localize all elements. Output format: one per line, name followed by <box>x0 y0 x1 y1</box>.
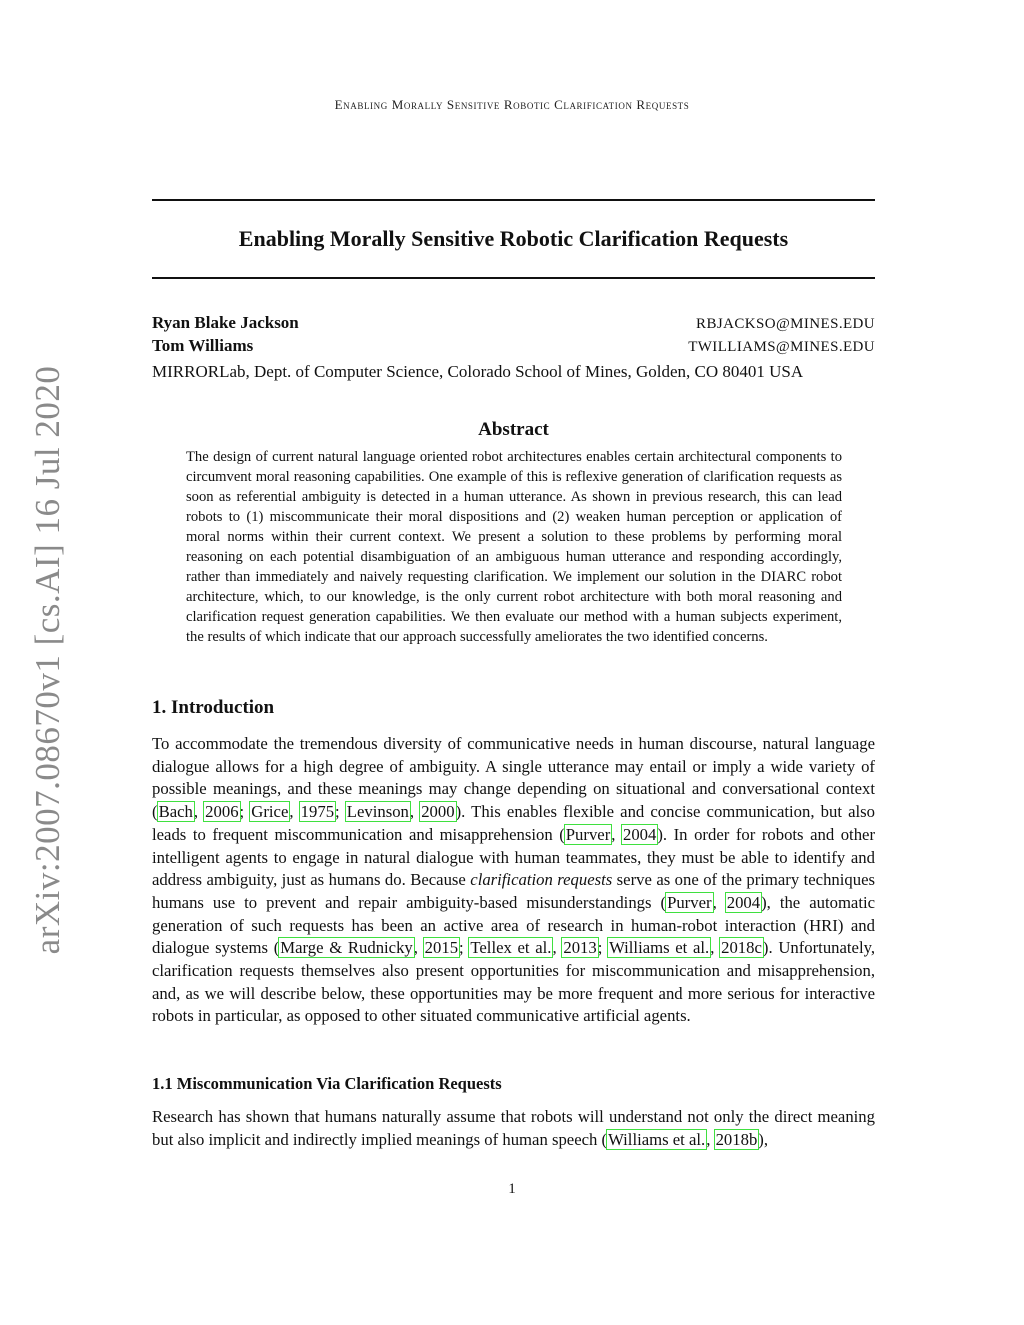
arxiv-stamp <box>0 0 100 1325</box>
introduction-paragraph: To accommodate the tremendous diversity of communicative needs in human discourse, natural language dialogue allows for a high degree of ambiguity. A single utterance may entail or imply a wide variety of possible meanings, and these meanings may change depending on situational and conversational context (Bach, 2006; Grice, 1975; Levinson, 2000). This enables flexible and concise communication, but also leads to frequent miscommunication and misapprehension (Purver, 2004). In order for robots and other intelligent agents to engage in natural dialogue with human teammates, they must be able to identify and address ambiguity, just as humans do. Because clarification requests serve as one of the primary techniques humans use to prevent and repair ambiguity-based misunderstandings (Purver, 2004), the automatic generation of such requests has been an active area of research in human-robot interaction (HRI) and dialogue systems (Marge & Rudnicky, 2015; Tellex et al., 2013; Williams et al., 2018c). Unfortunately, clarification requests themselves also present opportunities for miscommunication and misapprehension, and, as we will describe below, these opportunities may be more frequent and more serious for interactive robots in particular, as opposed to other situated communicative artificial agents. <box>152 734 876 1026</box>
citation-link[interactable]: Bach <box>158 802 193 822</box>
citation-link[interactable]: 2015 <box>424 938 459 958</box>
arxiv-identifier: arXiv:2007.08670v1 [cs.AI] 16 Jul 2020 <box>28 365 67 955</box>
citation-link[interactable]: Purver <box>667 892 712 912</box>
abstract-text: The design of current natural language oriented robot architectures enables certain architectural components to circumvent moral reasoning capabilities. One example of this is reflexive generation of clarification requests as soon as referential ambiguity is detected in a human utterance. As shown in previous research, this can lead robots to (1) miscommunicate their moral dispositions and (2) weaken human perception or application of moral norms within their current context. We present a solution to these problems by performing moral reasoning on each potential disambiguation of an ambiguous human utterance and responding accordingly, rather than immediately and naively requesting clarification. We implement our solution in the DIARC robot architecture, which, to our knowledge, is the only current robot architecture with both moral reasoning and clarification request generation capabilities. We then evaluate our method with a human subjects experiment, the results of which indicate that our approach successfully ameliorates the two identified concerns. <box>186 449 842 645</box>
page-number: 1 <box>508 1181 516 1197</box>
author-name: Ryan Blake Jackson <box>152 313 299 332</box>
citation-link[interactable]: 1975 <box>300 802 335 822</box>
title-rule-top <box>152 199 875 201</box>
body-text: ). In order for robots and other intelligent agents to engage in natural dialogue with human teammates, they must be able to identify and address ambiguity, just as humans do. Because <box>152 824 876 890</box>
citation-link[interactable]: 2018c <box>721 938 762 958</box>
affiliation: MIRRORLab, Dept. of Computer Science, Colorado School of Mines, Golden, CO 80401 USA <box>152 362 804 381</box>
citation-link[interactable]: 2004 <box>622 824 657 844</box>
body-text: ). Unfortunately, clarification requests themselves also present opportunities for miscommunication and misapprehension, and, as we will describe below, these opportunities may be more frequent and more serious for interactive robots in particular, as opposed to other situated communicative artificial agents. <box>152 938 876 1026</box>
subsection-heading: 1.1 Miscommunication Via Clarification Requests <box>152 1074 502 1093</box>
title-rule-bottom <box>152 277 875 279</box>
citation-link[interactable]: Levinson <box>346 802 409 822</box>
body-text: ), the automatic generation of such requests has been an active area of research in human-robot interaction (HRI) and dialogue systems ( <box>152 892 876 958</box>
author-email[interactable]: TWILLIAMS@MINES.EDU <box>688 339 875 355</box>
author-row <box>152 336 875 356</box>
citation-link[interactable]: Williams et al. <box>608 1129 706 1149</box>
running-header: Enabling Morally Sensitive Robotic Clarification Requests <box>334 97 690 112</box>
citation-link[interactable]: 2000 <box>421 802 455 822</box>
emphasized-term: clarification requests <box>470 870 613 890</box>
author-email[interactable]: RBJACKSO@MINES.EDU <box>696 316 875 332</box>
section-heading-introduction: 1. Introduction <box>152 697 275 718</box>
body-text: serve as one of the primary techniques humans use to prevent and repair ambiguity-based misunderstandings ( <box>152 870 875 912</box>
citation-link[interactable]: Grice <box>251 802 289 822</box>
citation-link[interactable]: Williams et al. <box>609 938 710 958</box>
abstract-heading: Abstract <box>478 419 549 440</box>
body-text: To accommodate the tremendous diversity of communicative needs in human discourse, natural language dialogue allows for a high degree of ambiguity. A single utterance may entail or imply a wide variety of possible meanings, and these meanings may change depending on situational and conversational context ( <box>152 734 875 822</box>
citation-link[interactable]: 2018b <box>715 1129 758 1149</box>
paper-title: Enabling Morally Sensitive Robotic Clarification Requests <box>238 226 789 251</box>
subsection-paragraph: Research has shown that humans naturally assume that robots will understand not only the direct meaning but also implicit and indirectly implied meanings of human speech (Williams et al., 2018b), <box>152 1107 875 1149</box>
citation-link[interactable]: Tellex et al. <box>470 938 552 958</box>
citation-link[interactable]: 2013 <box>563 938 597 958</box>
citation-link[interactable]: 2004 <box>726 892 761 912</box>
author-row <box>152 313 875 333</box>
citation-link[interactable]: Purver <box>565 824 611 844</box>
citation-link[interactable]: Marge & Rudnicky <box>280 938 413 958</box>
citation-link[interactable]: 2006 <box>205 802 239 822</box>
body-text: ), <box>758 1129 769 1149</box>
body-text: Research has shown that humans naturally assume that robots will understand not only the direct meaning but also implicit and indirectly implied meanings of human speech ( <box>152 1107 875 1149</box>
body-text: ). This enables flexible and concise communication, but also leads to frequent miscommunication and misapprehension ( <box>152 802 875 844</box>
author-name: Tom Williams <box>152 336 254 355</box>
